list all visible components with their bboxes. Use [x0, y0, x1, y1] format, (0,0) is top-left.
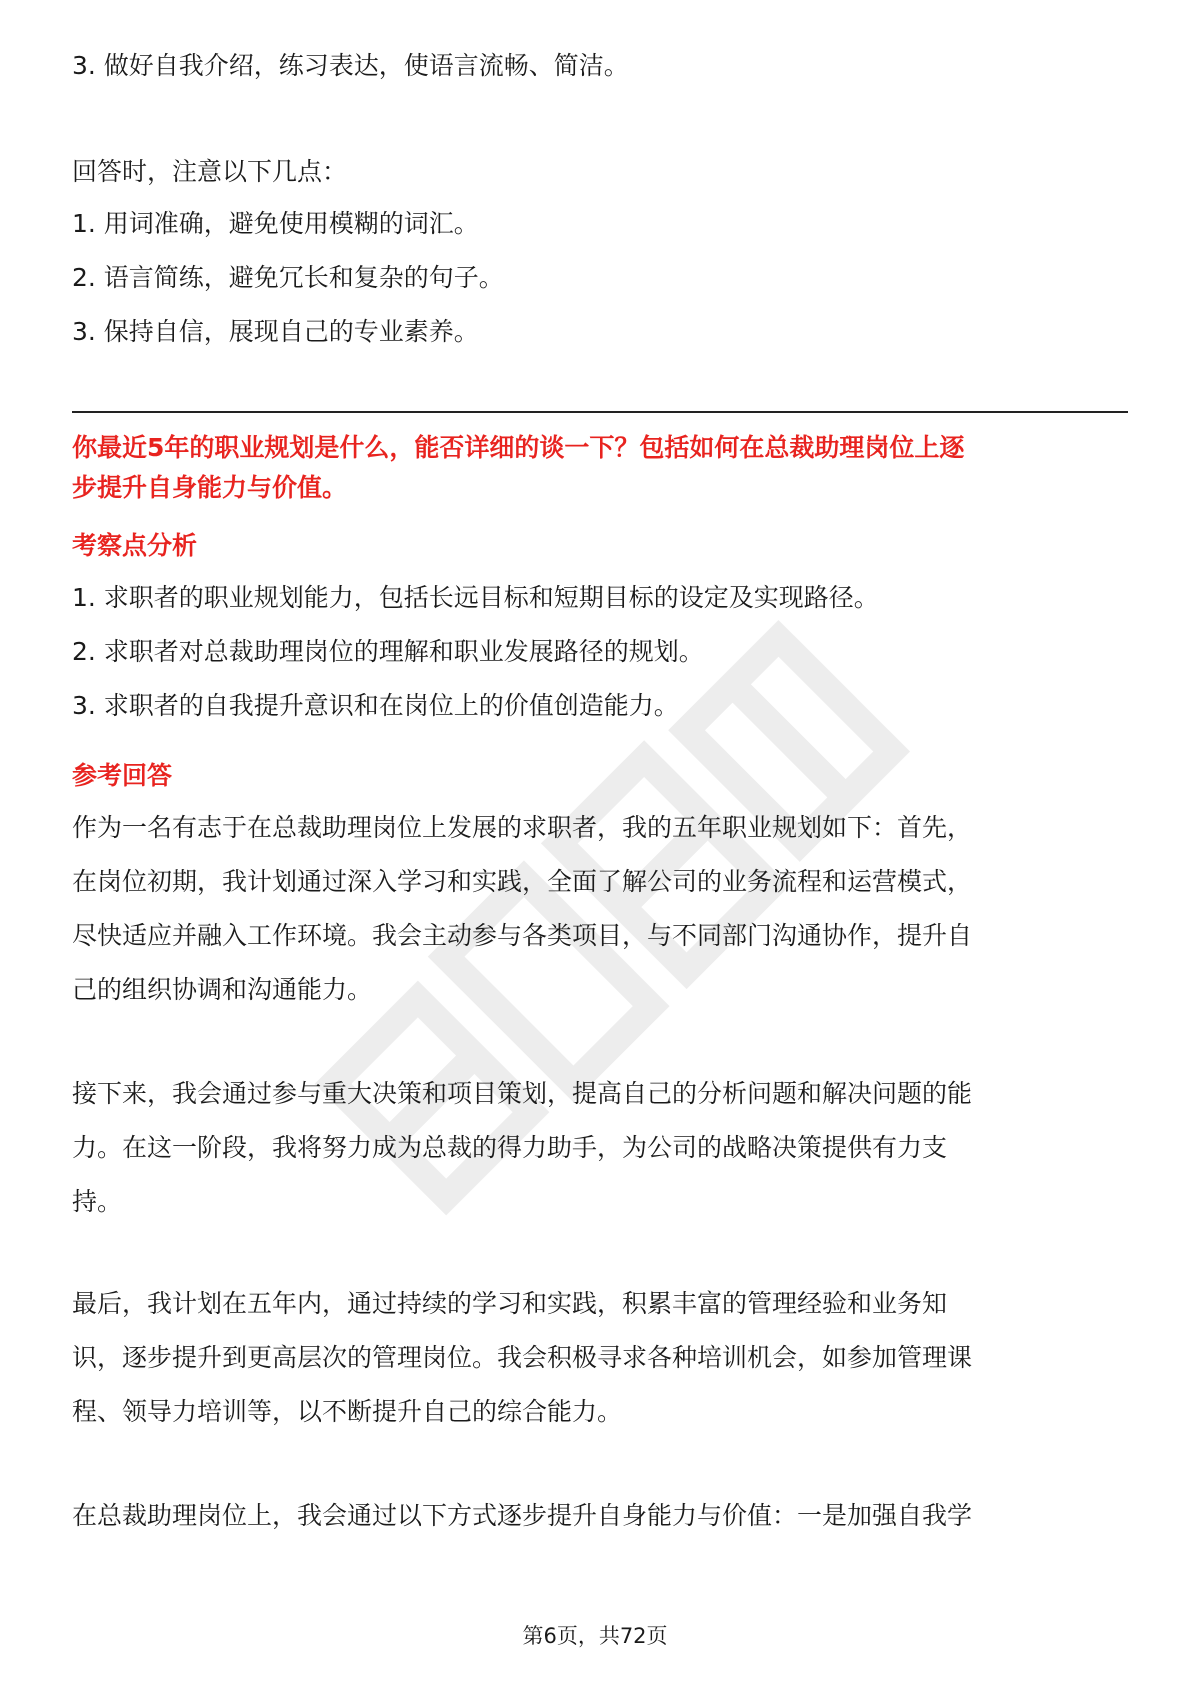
list-item: 1. 求职者的职业规划能力，包括长远目标和短期目标的设定及实现路径。: [72, 583, 879, 612]
list-item: 3. 做好自我介绍，练习表达，使语言流畅、简洁。: [72, 51, 629, 80]
question-heading-line: 步提升自身能力与价值。: [72, 473, 348, 502]
paragraph-line: 力。在这一阶段，我将努力成为总裁的得力助手，为公司的战略决策提供有力支: [72, 1133, 948, 1162]
paragraph-line: 持。: [72, 1187, 123, 1216]
reference-label: 参考回答: [72, 761, 173, 790]
question-heading-line: 你最近5年的职业规划是什么，能否详细的谈一下？包括如何在总裁助理岗位上逐: [72, 433, 965, 462]
paragraph-line: 识，逐步提升到更高层次的管理岗位。我会积极寻求各种培训机会，如参加管理课: [72, 1343, 973, 1372]
page-number: 第6页，共72页: [522, 1624, 668, 1648]
list-item: 1. 用词准确，避免使用模糊的词汇。: [72, 209, 479, 238]
analysis-label: 考察点分析: [72, 531, 198, 560]
answer-tips-intro: 回答时，注意以下几点：: [72, 157, 348, 186]
paragraph-line: 尽快适应并融入工作环境。我会主动参与各类项目，与不同部门沟通协作，提升自: [72, 921, 973, 950]
section-divider: [72, 411, 1128, 413]
list-item: 3. 求职者的自我提升意识和在岗位上的价值创造能力。: [72, 691, 679, 720]
paragraph-line: 在岗位初期，我计划通过深入学习和实践，全面了解公司的业务流程和运营模式，: [72, 867, 973, 896]
paragraph-line: 最后，我计划在五年内，通过持续的学习和实践，积累丰富的管理经验和业务知: [72, 1289, 948, 1318]
list-item: 2. 语言简练，避免冗长和复杂的句子。: [72, 263, 504, 292]
list-item: 3. 保持自信，展现自己的专业素养。: [72, 317, 479, 346]
paragraph-line: 作为一名有志于在总裁助理岗位上发展的求职者，我的五年职业规划如下：首先，: [72, 813, 973, 842]
paragraph-line: 接下来，我会通过参与重大决策和项目策划，提高自己的分析问题和解决问题的能: [72, 1079, 973, 1108]
list-item: 2. 求职者对总裁助理岗位的理解和职业发展路径的规划。: [72, 637, 704, 666]
watermark: [250, 520, 1010, 1280]
paragraph-line: 程、领导力培训等，以不断提升自己的综合能力。: [72, 1397, 623, 1426]
paragraph-line: 在总裁助理岗位上，我会通过以下方式逐步提升自身能力与价值：一是加强自我学: [72, 1501, 973, 1530]
paragraph-line: 己的组织协调和沟通能力。: [72, 975, 373, 1004]
